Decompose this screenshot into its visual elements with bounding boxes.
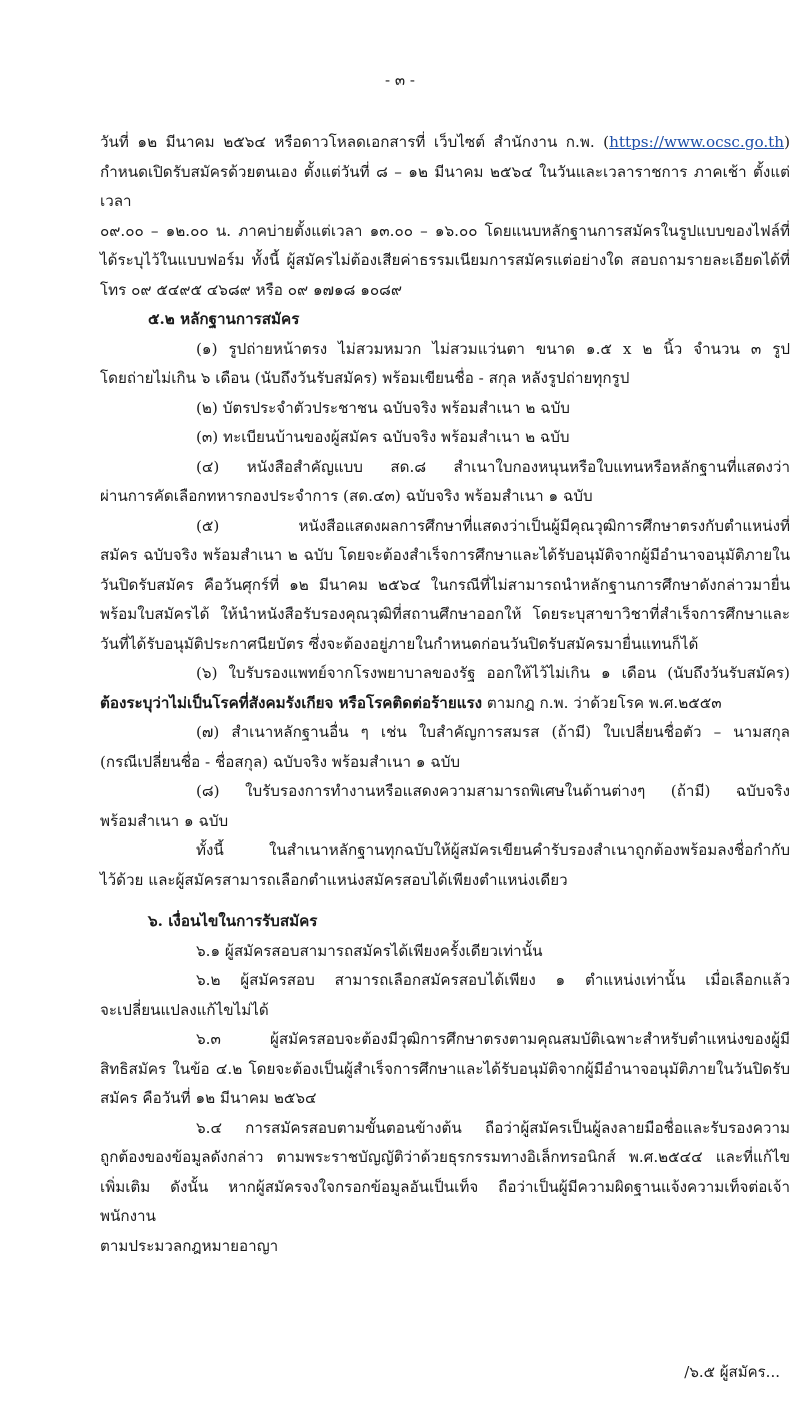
item-1-line-1: (๑) รูปถ่ายหน้าตรง ไม่สวมหมวก ไม่สวมแว่นตา ขนาด ๑.๕ x ๒ นิ้ว จำนวน ๓ รูป: [196, 339, 790, 358]
item-8-line-2: พร้อมสำเนา ๑ ฉบับ: [100, 811, 229, 830]
item-5-line-1: (๕) หนังสือแสดงผลการศึกษาที่แสดงว่าเป็นผู้มีคุณวุฒิการศึกษาตรงกับตำแหน่งที่: [196, 516, 790, 535]
item-6-line-2: ต้องระบุว่าไม่เป็นโรคที่สังคมรังเกียจ หรือโรคติดต่อร้ายแรง ตามกฎ ก.พ. ว่าด้วยโรค พ.ศ.๒๕๕๓: [100, 693, 722, 712]
item-2: (๒) บัตรประจำตัวประชาชน ฉบับจริง พร้อมสำเนา ๒ ฉบับ: [196, 398, 570, 417]
note-line-1: ทั้งนี้ ในสำเนาหลักฐานทุกฉบับให้ผู้สมัครเขียนคำรับรองสำเนาถูกต้องพร้อมลงชื่อกำกับ: [196, 841, 790, 859]
item-7-line-2: (กรณีเปลี่ยนชื่อ - ชื่อสกุล) ฉบับจริง พร้อมสำเนา ๑ ฉบับ: [100, 752, 461, 771]
item-4-line-1: (๔) หนังสือสำคัญแบบ สด.๘ สำเนาใบกองหนุนหรือใบแทนหรือหลักฐานที่แสดงว่า: [196, 457, 790, 476]
para-6-1: ๖.๑ ผู้สมัครสอบสามารถสมัครได้เพียงครั้งเดียวเท่านั้น: [196, 941, 543, 960]
intro-line-1: วันที่ ๑๒ มีนาคม ๒๕๖๔ หรือดาวโหลดเอกสารที่ เว็บไซต์ สำนักงาน ก.พ. (https://www.ocsc.go.th): [100, 133, 790, 151]
para-6-2-line-1: ๖.๒ ผู้สมัครสอบ สามารถเลือกสมัครสอบได้เพียง ๑ ตำแหน่งเท่านั้น เมื่อเลือกแล้ว: [196, 971, 790, 989]
item-5-line-3: วันปิดรับสมัคร คือวันศุกร์ที่ ๑๒ มีนาคม ๒๕๖๔ ในกรณีที่ไม่สามารถนำหลักฐานการศึกษาดังกล่าวมายื่น: [100, 575, 790, 594]
ocsc-website-link[interactable]: https://www.ocsc.go.th: [609, 133, 785, 151]
para-6-4-line-2: ถูกต้องของข้อมูลดังกล่าว ตามพระราชบัญญัติว่าด้วยธุรกรรมทางอิเล็กทรอนิกส์ พ.ศ.๒๕๔๔ และที่แก้ไข: [100, 1148, 790, 1166]
para-6-4-line-1: ๖.๔ การสมัครสอบตามขั้นตอนข้างต้น ถือว่าผู้สมัครเป็นผู้ลงลายมือชื่อและรับรองความ: [196, 1118, 790, 1137]
intro-line-5: โทร ๐๙ ๕๔๙๕ ๔๖๘๙ หรือ ๐๙ ๑๗๑๘ ๑๐๘๙: [100, 280, 402, 299]
item-5-line-5: วันที่ได้รับอนุมัติประกาศนียบัตร ซึ่งจะต้องอยู่ภายในกำหนดก่อนวันปิดรับสมัครมายื่นแทนก็ได้: [100, 634, 699, 653]
note-line-2: ไว้ด้วย และผู้สมัครสามารถเลือกตำแหน่งสมัครสอบได้เพียงตำแหน่งเดียว: [100, 870, 568, 889]
para-6-4-line-3: เพิ่มเติม ดังนั้น หากผู้สมัครจงใจกรอกข้อมูลอันเป็นเท็จ ถือว่าเป็นผู้มีความผิดฐานแจ้งความเท็จต่อเจ้าพนักงาน: [100, 1177, 790, 1225]
item-3: (๓) ทะเบียนบ้านของผู้สมัคร ฉบับจริง พร้อมสำเนา ๒ ฉบับ: [196, 428, 570, 446]
continuation-footer: /๖.๕ ผู้สมัคร...: [684, 1363, 780, 1381]
item-1-line-2: โดยถ่ายไม่เกิน ๖ เดือน (นับถึงวันรับสมัคร) พร้อมเขียนชื่อ - สกุล หลังรูปถ่ายทุกรูป: [100, 369, 630, 387]
intro-line-3: ๐๙.๐๐ – ๑๒.๐๐ น. ภาคบ่ายตั้งแต่เวลา ๑๓.๐๐ – ๑๖.๐๐ โดยแนบหลักฐานการสมัครในรูปแบบของไฟล์ที่: [100, 221, 790, 240]
item-5-line-4: พร้อมใบสมัครได้ ให้นำหนังสือรับรองคุณวุฒิที่สถานศึกษาออกให้ โดยระบุสาขาวิชาที่สำเร็จการศึกษาและ: [100, 605, 790, 623]
item-8-line-1: (๘) ใบรับรองการทำงานหรือแสดงความสามารถพิเศษในด้านต่างๆ (ถ้ามี) ฉบับจริง: [196, 782, 790, 800]
para-6-3-line-1: ๖.๓ ผู้สมัครสอบจะต้องมีวุฒิการศึกษาตรงตามคุณสมบัติเฉพาะสำหรับตำแหน่งของผู้มี: [196, 1030, 790, 1048]
page-number: - ๓ -: [385, 71, 415, 89]
item-6-line-1: (๖) ใบรับรองแพทย์จากโรงพยาบาลของรัฐ ออกให้ไว้ไม่เกิน ๑ เดือน (นับถึงวันรับสมัคร): [196, 664, 790, 682]
para-6-3-line-2: สิทธิสมัคร ในข้อ ๔.๒ โดยจะต้องเป็นผู้สำเร็จการศึกษาและได้รับอนุมัติจากผู้มีอำนาจอนุมัติภายในวันปิดรับ: [100, 1059, 790, 1078]
item-7-line-1: (๗) สำเนาหลักฐานอื่น ๆ เช่น ใบสำคัญการสมรส (ถ้ามี) ใบเปลี่ยนชื่อตัว – นามสกุล: [196, 723, 790, 741]
section-6-heading: ๖. เงื่อนไขในการรับสมัคร: [148, 912, 318, 930]
para-6-4-line-4: ตามประมวลกฎหมายอาญา: [100, 1236, 279, 1255]
para-6-3-line-3: สมัคร คือวันที่ ๑๒ มีนาคม ๒๕๖๔: [100, 1089, 317, 1107]
section-gap: [100, 895, 790, 907]
section-5-2-heading: ๕.๒ หลักฐานการสมัคร: [148, 310, 300, 328]
document-body: [100, 128, 790, 1261]
item-6-emphasis: ต้องระบุว่าไม่เป็นโรคที่สังคมรังเกียจ หรือโรคติดต่อร้ายแรง: [100, 693, 483, 712]
item-5-line-2: สมัคร ฉบับจริง พร้อมสำเนา ๒ ฉบับ โดยจะต้องสำเร็จการศึกษาและได้รับอนุมัติจากผู้มีอำนาจอนุมัติภายใน: [100, 546, 790, 564]
item-4-line-2: ผ่านการคัดเลือกทหารกองประจำการ (สด.๔๓) ฉบับจริง พร้อมสำเนา ๑ ฉบับ: [100, 487, 593, 505]
intro-line-2: กำหนดเปิดรับสมัครด้วยตนเอง ตั้งแต่วันที่ ๘ – ๑๒ มีนาคม ๒๕๖๔ ในวันและเวลาราชการ ภาคเช้า ตั้งแต่เวลา: [100, 162, 790, 210]
intro-line-4: ได้ระบุไว้ในแบบฟอร์ม ทั้งนี้ ผู้สมัครไม่ต้องเสียค่าธรรมเนียมการสมัครแต่อย่างใด สอบถามรายละเอียดได้ที่: [100, 251, 790, 269]
para-6-2-line-2: จะเปลี่ยนแปลงแก้ไขไม่ได้: [100, 1000, 269, 1019]
